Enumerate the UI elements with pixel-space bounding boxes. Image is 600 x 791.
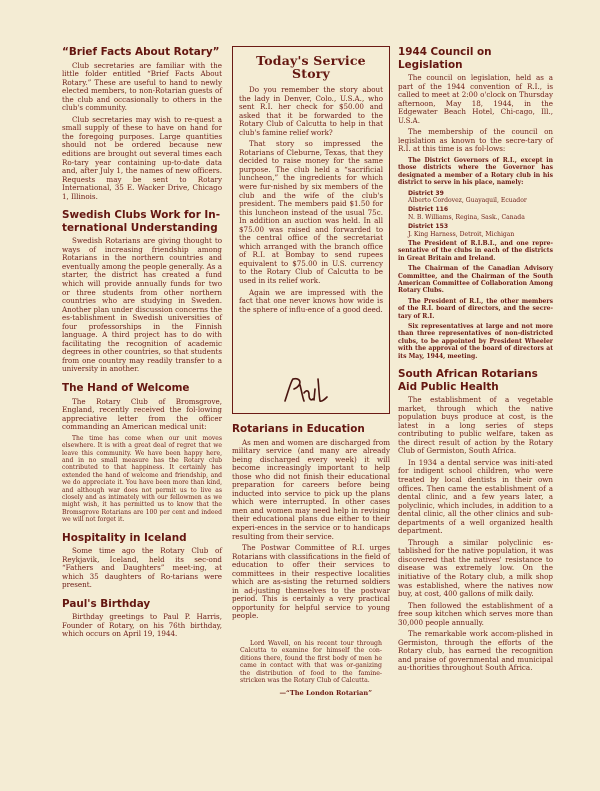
birthday-p1: Birthday greetings to Paul P. Harris, Founder of Rotary, on his 76th birthday, which occurs on April 19, 1944. — [62, 612, 222, 639]
council-p7: Six representatives at large and not more than three representatives of non-districted clubs, to be appointed by President Wheeler with the approval of the board of directors at its May, 1944, meeting. — [398, 323, 553, 360]
district-153-value: J. King Harness, Detroit, Michigan — [408, 230, 515, 238]
wavell-quote-text: Lord Wavell, on his recent tour through Calcutta to examine for himself the con-ditions there, found the first body of men he came in contact with that was or-ganizing the distribution of food to the famine-stricken was the Rotary Club of Calcutta. — [240, 639, 382, 685]
column-right — [398, 46, 553, 676]
education-title: Rotarians in Education — [232, 423, 365, 435]
education-p1: As men and women are discharged from military service (and many are already being discharged every week) it will become increasingly important to help those who did not finish their educational preparation for careers before being inducted into service to pick up the plans which were interrupted. In other cases men and women may need help in revising their educational plans due either to their experi-ences in the service or to handicaps resulting from their service. — [232, 437, 390, 541]
brief-facts-title: “Brief Facts About Rotary” — [62, 46, 220, 58]
service-story-box — [232, 46, 390, 414]
district-39-heading: District 39 — [408, 189, 444, 197]
service-story-title: Today's Service Story — [256, 53, 366, 81]
council-p2: The membership of the council on legislation as known to the secre-tary of R.I. at this time is as fol-lows: — [398, 127, 553, 154]
column-middle — [232, 46, 390, 697]
hand-of-welcome-title: The Hand of Welcome — [62, 382, 190, 394]
swedish-clubs-p1: Swedish Rotarians are giving thought to ways of increasing friendship among Rotarians in the northern countries and eventually among the people generally. As a starter, the district has created a fund which will provide annually funds for two or three students from other northern countries who are studying in Sweden. Another plan under discussion concerns the es-tablishment in Swedish universities of four professorships in the Finnish language. A third project has to do with facilitating the recognition of academic degrees in other countries, so that students from one country may readily transfer to a university in another. — [62, 236, 222, 374]
district-39-value: Alberto Cordovez, Guayaquil, Ecuador — [408, 196, 527, 204]
birthday-title: Paul's Birthday — [62, 597, 151, 610]
brief-facts-p2: Club secretaries may wish to re-quest a small supply of these to have on hand for the foregoing purposes. Large quantities should not be ordered because new editions are brought out several times each Ro-tary year containing up-to-date data and, after July 1, the names of new officers. Requests may be sent to Rotary International, 35 E. Wacker Drive, Chicago 1, Illinois. — [62, 114, 222, 201]
district-153-heading: District 153 — [408, 223, 449, 231]
column-left — [62, 46, 222, 642]
wavell-quote — [232, 640, 390, 697]
south-africa-p2: In 1934 a dental service was initi-ated for indigent school children, who were treated by local dentists in their own offices. Then came the establishment of a dental clinic, and a few years later, a polyclinic, which includes, in addition to a dental clinic, all the other clinics and sub-departments of a well organized health department. — [398, 457, 553, 536]
service-story-p2: That story so impressed the Rotarians of Cleburne, Texas, that they decided to raise money for the same purpose. The club held a “sacrificial luncheon,” the ingredients for which were fur-nished by six members of the club and the wife of the club's president. The members paid $1.50 for this luncheon instead of the usual 75c. In addition an auction was held. In all $75.00 was raised and forwarded to the central office of the secretariat which arranged with the branch office of R.I. at Bombay to send rupees equivalent to $75.00 in U.S. currency to the Rotary Club of Calcutta to be used in its relief work. — [239, 139, 383, 286]
iceland-p1: Some time ago the Rotary Club of Reykjavik, Iceland, held its sec-ond “Fathers and Daughters” meet-ing, at which 35 daughters of Ro-tarians were present. — [62, 546, 222, 590]
service-story-p3: Again we are impressed with the fact that one never knows how wide is the sphere of influ-ence of a good deed. — [239, 287, 383, 314]
south-africa-p3: Through a similar polyclinic es-tablished for the native population, it was discovered that the natives' resistance to disease was extremely low. On the initiative of the Rotary club, a milk shop was established, where the natives now buy, at cost, 400 gallons of milk daily. — [398, 537, 553, 599]
council-title: 1944 Council on Legislation — [398, 46, 492, 71]
council-p4: The President of R.I.B.I., and one repre-sentative of the clubs in each of the districts in Great Britain and Ireland. — [398, 239, 553, 262]
south-africa-p5: The remarkable work accom-plished in Germiston, through the efforts of the Rotary club, has earned the recognition and praise of governmental and municipal au-thorities throughout South Africa. — [398, 629, 553, 673]
south-africa-title: South African Rotarians Aid Public Health — [398, 368, 538, 393]
hand-of-welcome-letter: The time has come when our unit moves elsewhere. It is with a great deal of regret that we leave this community. We have been happy here, and in no small measure has the Rotary club contributed to that happiness. It certainly has extended the hand of welcome and friendship, and we do appreciate it. You have been more than kind, and although war does not permit us to live as closely and as intimately with our fellowmen as we might wish, it has permitted us to know that the Bromsgrove Rotarians are 100 per cent and indeed we will not forget it. — [62, 434, 222, 524]
iceland-title: Hospitality in Iceland — [62, 531, 187, 544]
south-africa-p1: The establishment of a vegetable market, through which the native population buys produce at cost, is the latest in a long series of steps contributing to public welfare, taken as the direct result of action by the Rotary Club of Germiston, South Africa. — [398, 395, 553, 456]
district-116-value: N. B. Williams, Regina, Sask., Canada — [408, 213, 525, 221]
council-p5: The Chairman of the Canadian Advisory Committee, and the Chairman of the South American Committee of Collaboration Among Rotary Clubs. — [398, 265, 553, 295]
service-story-p1: Do you remember the story about the lady in Denver, Colo., U.S.A., who sent R.I. her check for $50.00 and asked that it be forwarded to the Rotary Club of Calcutta to help in that club's famine relief work? — [239, 85, 383, 137]
district-116-heading: District 116 — [408, 206, 449, 214]
council-p6: The President of R.I., the other members of the R.I. board of directors, and the secre-tary of R.I. — [398, 297, 553, 320]
wavell-attribution: —“The London Rotarian” — [279, 688, 372, 697]
south-africa-p4: Then followed the establishment of a free soup kitchen which serves more than 30,000 people annually. — [398, 600, 553, 627]
council-p3: The District Governors of R.I., except in those districts where the Governor has designated a member of a Rotary club in his district to serve in his place, namely: — [398, 156, 553, 187]
hand-of-welcome-p1: The Rotary Club of Bromsgrove, England, recently received the fol-lowing appreciative letter from the officer commanding an American medical unit: — [62, 396, 222, 432]
education-p2: The Postwar Committee of R.I. urges Rotarians with classifications in the field of education to offer their services to committees in their respective localities which are as-sisting the returned soldiers in ad-justing themselves to the postwar period. This is certainly a very practical opportunity for helpful service to young people. — [232, 543, 390, 621]
brief-facts-p1: Club secretaries are familiar with the little folder entitled “Brief Facts About Rotary.” These are useful to hand to newly elected members, to non-Rotarian guests of the club and occasionally to others in the club's community. — [62, 60, 222, 113]
phil-signature — [281, 375, 333, 407]
swedish-clubs-title: Swedish Clubs Work for In-ternational Understanding — [62, 209, 221, 234]
council-p1: The council on legislation, held as a part of the 1944 convention of R.I., is called to meet at 2:00 o'clock on Thursday afternoon, May 18, 1944, in the Edgewater Beach Hotel, Chi-cago, Ill., U.S.A. — [398, 73, 553, 125]
